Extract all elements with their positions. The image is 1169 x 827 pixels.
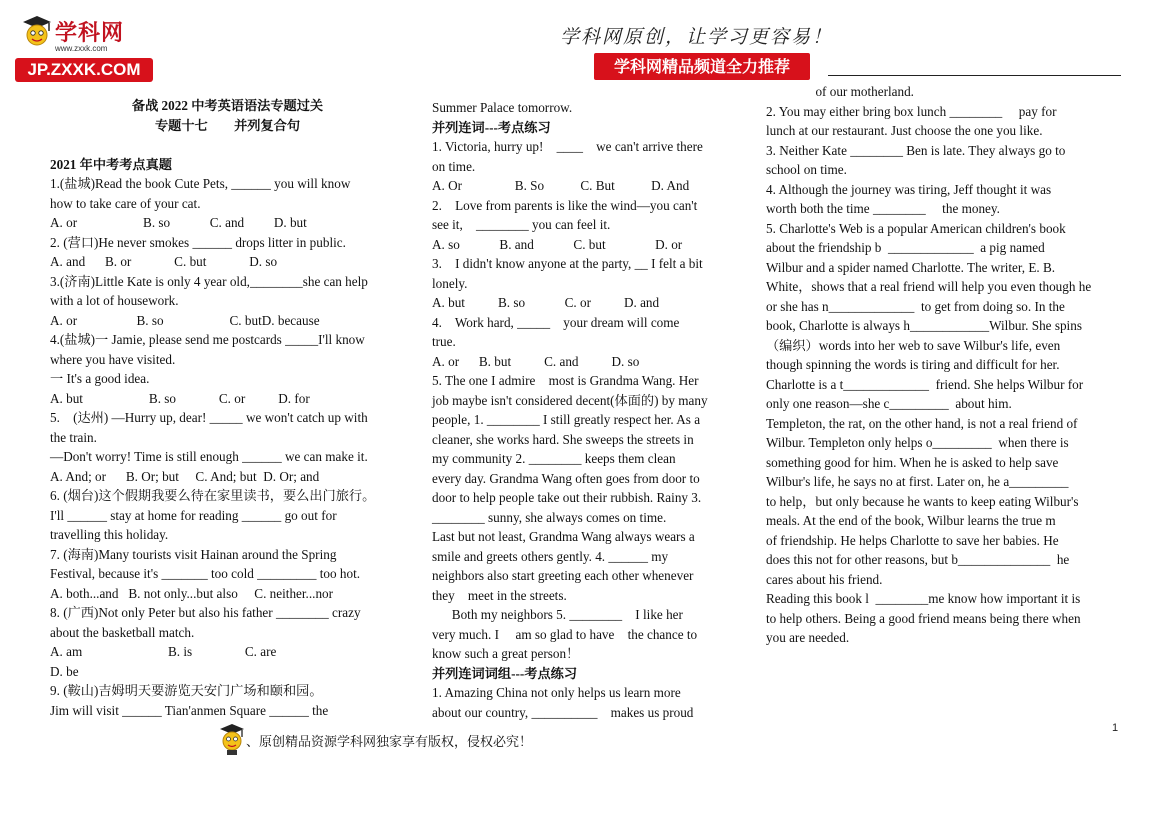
text-line: 并列连词---考点练习: [432, 119, 551, 135]
text-line: true.: [432, 334, 456, 349]
text-line: 4. Although the journey was tiring, Jeff thought it was: [766, 181, 1052, 197]
text-line: A. Or B. So C. But D. And: [432, 178, 690, 193]
text-line: [50, 135, 405, 155]
text-line: 3.(济南)Little Kate is only 4 year old,________she can help: [50, 273, 368, 289]
text-line: 3. I didn't know anyone at the party, __ I felt a bit: [432, 256, 703, 271]
text-line: job maybe isn't considered decent(体面的) by many: [432, 392, 708, 408]
text-line: Last but not least, Grandma Wang always wears a: [432, 529, 695, 544]
column-right: [766, 82, 1121, 648]
text-line: know such a great person！: [432, 646, 580, 661]
text-line: I'll ______ stay at home for reading ______ go out for: [50, 507, 337, 523]
text-line: 5. (达州) —Hurry up, dear! _____ we won't catch up with: [50, 410, 368, 425]
logo-badge: JP.ZXXK.COM: [15, 58, 153, 82]
text-line: the train.: [50, 429, 97, 445]
text-line: 备战 2022 中考英语语法专题过关: [131, 98, 324, 113]
text-line: 5. Charlotte's Web is a popular American children's book: [766, 220, 1066, 236]
text-line: door to help people take out their rubbish. Rainy 3.: [432, 490, 702, 505]
text-line: A. or B. so C. butD. because: [50, 312, 320, 328]
text-line: 3. Neither Kate ________ Ben is late. They always go to: [766, 142, 1066, 158]
text-line: A. or B. but C. and D. so: [432, 353, 640, 369]
text-line: Templeton, the rat, on the other hand, is not a real friend of: [766, 415, 1078, 431]
text-line: Jim will visit ______ Tian'anmen Square ______ the: [50, 702, 329, 718]
text-line: school on time.: [766, 162, 847, 177]
text-line: 2. (营口)He never smokes ______ drops litter in public.: [50, 234, 346, 250]
recommend-badge: 学科网精品频道全力推荐: [594, 53, 810, 80]
text-line: Wilbur. Templeton only helps o_________ when there is: [766, 435, 1069, 450]
text-line: Festival, because it's _______ too cold _________ too hot.: [50, 566, 361, 581]
text-line: Summer Palace tomorrow.: [432, 100, 573, 115]
page-number: 1: [1112, 722, 1119, 734]
text-line: 一 It's a good idea.: [50, 371, 150, 386]
text-line: 4. Work hard, _____ your dream will come: [432, 314, 680, 330]
copyright-notice: 、原创精品资源学科网独家享有版权，侵权必究！: [246, 735, 533, 750]
text-line: （编织）words into her web to save Wilbur's life, even: [766, 337, 1061, 353]
text-line: my community 2. ________ keeps them clean: [432, 451, 676, 466]
text-line: travelling this holiday.: [50, 527, 169, 542]
text-line: to help others. Being a good friend means being there when: [766, 610, 1081, 626]
text-line: about the friendship b _____________ a pig named: [766, 240, 1045, 255]
text-line: —Don't worry! Time is still enough ______ we can make it.: [50, 449, 368, 464]
header-slogan: 学科网原创，让学习更容易！: [560, 26, 834, 48]
text-line: very much. I am so glad to have the chance to: [432, 626, 698, 642]
text-line: cleaner, she works hard. She sweeps the streets in: [432, 431, 694, 447]
text-line: 6. (烟台)这个假期我要么待在家里读书，要么出门旅行。: [50, 488, 376, 503]
text-line: 9. (鞍山)吉姆明天要游览天安门广场和颐和园。: [50, 683, 323, 698]
text-line: something good for him. When he is asked to help save: [766, 454, 1059, 470]
text-line: Reading this book l ________me know how important it is: [766, 591, 1081, 606]
text-line: only one reason—she c_________ about him.: [766, 396, 1012, 411]
mascot-icon: [218, 722, 246, 756]
text-line: ________ sunny, she always comes on time.: [432, 509, 667, 525]
text-line: 1. Amazing China not only helps us learn more: [432, 685, 681, 700]
text-line: 5. The one I admire most is Grandma Wang. Her: [432, 373, 699, 388]
text-line: of our motherland.: [766, 84, 914, 99]
text-line: A. so B. and C. but D. or: [432, 236, 683, 252]
text-line: 4.(盐城)一 Jamie, please send me postcards _____I'll know: [50, 332, 365, 347]
text-line: 7. (海南)Many tourists visit Hainan around the Spring: [50, 546, 337, 562]
text-line: Both my neighbors 5. ________ I like her: [432, 607, 683, 622]
text-line: A. but B. so C. or D. for: [50, 390, 310, 406]
text-line: about the basketball match.: [50, 624, 195, 640]
text-line: or she has n_____________ to get from doing so. In the: [766, 298, 1065, 314]
text-line: of friendship. He helps Charlotte to save her babies. He: [766, 532, 1059, 548]
text-line: A. am B. is C. are: [50, 644, 277, 659]
text-line: 专题十七 并列复合句: [154, 117, 301, 133]
text-line: where you have visited.: [50, 351, 176, 367]
text-line: every day. Grandma Wang often goes from door to: [432, 470, 700, 486]
text-line: smile and greets others gently. 4. ______ my: [432, 548, 669, 564]
text-line: neighbors also start greeting each other whenever: [432, 568, 694, 583]
mascot-icon: [21, 14, 53, 50]
text-line: White，shows that a real friend will help you even though he: [766, 279, 1092, 294]
text-line: worth both the time ________ the money.: [766, 201, 1000, 216]
text-line: 8. (广西)Not only Peter but also his father ________ crazy: [50, 605, 361, 620]
column-left: [50, 96, 405, 720]
text-line: lunch at our restaurant. Just choose the one you like.: [766, 123, 1043, 138]
text-line: does this not for other reasons, but b______________ he: [766, 552, 1070, 567]
text-line: Charlotte is a t_____________ friend. She helps Wilbur for: [766, 376, 1084, 392]
text-line: A. both...and B. not only...but also C. neither...nor: [50, 585, 334, 601]
text-line: 并列连词词组---考点练习: [432, 665, 578, 681]
text-line: D. be: [50, 663, 79, 679]
text-line: A. or B. so C. and D. but: [50, 215, 307, 230]
text-line: A. but B. so C. or D. and: [432, 295, 660, 310]
text-line: A. and B. or C. but D. so: [50, 254, 278, 269]
text-line: people, 1. ________ I still greatly respect her. As a: [432, 412, 701, 427]
text-line: though spinning the words is tiring and difficult for her.: [766, 357, 1060, 372]
text-line: how to take care of your cat.: [50, 195, 201, 211]
text-line: book, Charlotte is always h____________Wilbur. She spins: [766, 318, 1082, 333]
text-line: meals. At the end of the book, Wilbur learns the true m: [766, 513, 1056, 528]
text-line: Wilbur's life, he says no at first. Later on, he a_________: [766, 474, 1069, 489]
text-line: A. And; or B. Or; but C. And; but D. Or; and: [50, 468, 320, 484]
text-line: to help，but only because he wants to keep eating Wilbur's: [766, 493, 1079, 509]
text-line: 2. Love from parents is like the wind—you can't: [432, 197, 698, 213]
column-middle: [432, 98, 737, 722]
text-line: see it, ________ you can feel it.: [432, 217, 611, 232]
logo-url: www.zxxk.com: [55, 44, 108, 53]
text-line: about our country, __________ makes us proud: [432, 704, 694, 720]
text-line: 1.(盐城)Read the book Cute Pets, ______ you will know: [50, 176, 351, 191]
text-line: they meet in the streets.: [432, 587, 567, 603]
text-line: you are needed.: [766, 630, 850, 645]
text-line: Wilbur and a spider named Charlotte. The writer, E. B.: [766, 259, 1056, 275]
text-line: lonely.: [432, 275, 468, 291]
text-line: with a lot of housework.: [50, 293, 179, 308]
header-rule: [828, 75, 1121, 76]
zxxk-logo[interactable]: [15, 14, 155, 84]
text-line: cares about his friend.: [766, 571, 883, 587]
text-line: 2. You may either bring box lunch ________ pay for: [766, 103, 1057, 119]
text-line: 1. Victoria, hurry up! ____ we can't arrive there: [432, 139, 703, 154]
text-line: 2021 年中考考点真题: [50, 156, 172, 172]
logo-name: 学科网: [55, 21, 125, 46]
text-line: on time.: [432, 158, 476, 174]
